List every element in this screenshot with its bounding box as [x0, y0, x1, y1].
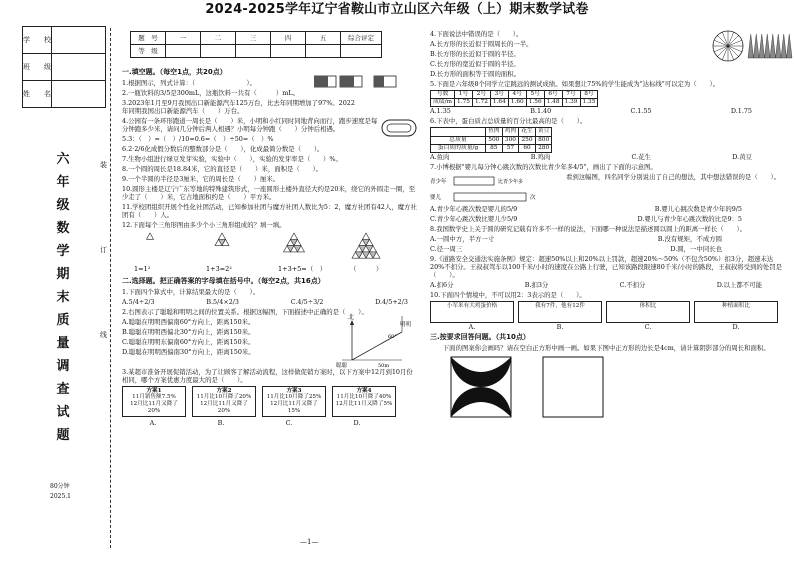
- bar-label-teen: 青少年: [430, 179, 447, 186]
- rearranged-sector: [759, 34, 765, 58]
- q2-5-option-b[interactable]: B.1.40: [530, 107, 552, 116]
- scene-pictures: [430, 301, 782, 323]
- question-2-5: 5.下面是六年级8个同学立定跳远的测试成绩。如果想让75%的学生能成为"达标线"可以定为（ ）。: [430, 80, 720, 88]
- school-field[interactable]: [52, 27, 106, 54]
- q2-2-option-a[interactable]: A.聪聪在明明西偏南60°方向上，距离150米。: [122, 317, 255, 326]
- page-number: —1—: [300, 538, 319, 546]
- score-table: 题 号 一 二 三 四 五 综合评定 等 级: [130, 31, 382, 58]
- question-1-1: 1.根据图示，列式计算：（ ）。: [122, 78, 256, 87]
- bind-char-xian: 线: [100, 331, 107, 339]
- question-1-3: 3.2023年1月至9月我国出口新能源汽车125万台，比去年同期增加了97%。2022年同期我国出口新能源汽车（ ）万台。: [122, 98, 355, 115]
- plan-option-b[interactable]: B.: [217, 419, 225, 428]
- circle-sector-line: [717, 46, 728, 57]
- q2-9-option-b[interactable]: B.扣3分: [524, 281, 549, 290]
- binding-line: [110, 28, 111, 548]
- q2-9-option-a[interactable]: A.扣6分: [430, 281, 454, 290]
- compass-mingming-label: 明明: [400, 321, 412, 328]
- plan-option-a[interactable]: A.: [149, 419, 157, 428]
- school-label: 学 校: [23, 27, 52, 54]
- question-1-8: 8.一个圆的周长是18.84米，它的直径是（ ）米，面积是（ ）。: [122, 164, 323, 173]
- rearranged-sector: [754, 34, 760, 58]
- plan-2-box: 方案2 11月比10月降了20% 12月比11月又降了20%: [192, 386, 256, 418]
- question-1-2: 2.一瓶饮料的3/5是300mL，这瓶饮料一共有（ ）mL。: [122, 88, 299, 97]
- middle-column: [122, 66, 418, 427]
- heartbeat-bar-diagram: [430, 173, 560, 205]
- plan-3-box: 方案3 11月比10月降了25% 12月比11月又降了15%: [262, 386, 326, 418]
- question-1-7: 7.生物小组进行绿豆发芽实验，实验中（ ），实验的发芽率是（ ）%。: [122, 154, 342, 163]
- triangle-formula-3: 1+3+5=（ ）: [278, 264, 327, 273]
- q2-5-option-c[interactable]: C.1.55: [630, 107, 652, 116]
- triangle-pattern-diagram: [122, 231, 418, 273]
- q2-9-option-d[interactable]: D.以上都不可能: [716, 281, 762, 290]
- q2-2-option-c[interactable]: C.聪聪在明明东偏南60°方向上，距离150米。: [122, 337, 255, 346]
- q2-8-option-d[interactable]: D.圆，一中同长也: [670, 245, 722, 254]
- question-2-6: 6.下表中，蛋白质占总质量的百分比最高的是（ ）。: [430, 117, 587, 126]
- circle-sector-line: [728, 46, 739, 57]
- q2-6-option-a[interactable]: A.鱼肉: [430, 153, 450, 162]
- question-1-11: 11.学校团组织开展个性化社团活动，已知参加社团与魔方社团人数比为5：2，魔方社团有42人，魔方社团有（ ）人。: [122, 202, 417, 219]
- compass-congcong-label: 聪聪: [336, 362, 348, 368]
- compass-position-diagram: [332, 312, 418, 368]
- q2-7-option-b[interactable]: B.婴儿心跳次数是青少年的9/5: [654, 205, 742, 214]
- right-column: [430, 30, 782, 418]
- q2-10-option-c[interactable]: C.: [644, 323, 652, 332]
- question-2-7: 7.小博根据"婴儿每分钟心跳次数的次数比青少年多4/5"，画出了下面的示意图。: [430, 163, 657, 172]
- q2-8-option-b[interactable]: B.没有规矩，不成方圆: [657, 235, 722, 244]
- q2-6-option-c[interactable]: C.花生: [631, 153, 651, 162]
- question-2-9: 9.《道路安全交通法实施条例》规定：超速50%以上和20%以上罚款，超速20%～50%（不包含50%）扣3分，超速未达20%不扣分。王叔叔驾车以100千米/小时的速度在公路上行驶，已知该路段限速80千米/小时的路段，王叔叔将受到的处罚是（ ）。: [430, 255, 782, 280]
- question-2-1: 1.下面四个算式中，计算结果最大的是（ ）。: [122, 287, 260, 296]
- question-2-2: 2.右图表示了聪聪和明明之间的位置关系。根据这幅图，下面描述中正确的是（ ）。: [122, 307, 368, 316]
- bar-label-more: 比青少年多: [498, 179, 524, 186]
- rearranged-sector: [781, 34, 787, 58]
- q2-9-option-c[interactable]: C.不扣分: [619, 281, 646, 290]
- compass-angle-label: 60°: [388, 333, 397, 340]
- rearranged-sector: [776, 34, 782, 58]
- circle-sector-line: [717, 35, 728, 46]
- small-triangle: [291, 233, 298, 239]
- small-triangle: [219, 233, 226, 239]
- q2-10-option-b[interactable]: B.: [556, 323, 564, 332]
- plan-1-box: 方案1 11月销售额7.5% 12月比11月又降了20%: [122, 386, 186, 418]
- vertical-exam-title: 六 年 级 数 学 期 末 质 量 调 查 试 题: [56, 152, 70, 443]
- section3-heading: 三.按要求回答问题。（共10点）: [430, 333, 530, 342]
- question-1-5: 5.3：（ ）=（ ）/10=0.6=（ ）÷50=（ ）%: [122, 134, 274, 143]
- rearranged-sector: [787, 34, 793, 58]
- triangle-formula-2: 1+3=2²: [206, 264, 232, 273]
- q2-10-option-a[interactable]: A.: [468, 323, 476, 332]
- rearranged-sector: [748, 34, 754, 58]
- exam-date: 2025.1: [50, 493, 71, 500]
- circle-to-rectangle-diagram: [710, 28, 794, 64]
- scene-d-picture: 种植面积比: [694, 301, 778, 323]
- exam-duration: 80分钟: [50, 483, 70, 490]
- class-label: 班 级: [23, 54, 52, 81]
- rearranged-sector: [765, 34, 771, 58]
- q2-6-option-b[interactable]: B.鸡肉: [530, 153, 551, 162]
- q2-6-option-d[interactable]: D.黄豆: [732, 153, 752, 162]
- rearranged-sector: [770, 34, 776, 58]
- q2-4-option-d[interactable]: D.长方形的面积等于圆的面积。: [430, 70, 521, 78]
- question-2-8: 8.我国数学史上关于圆的研究记载有许多不一样的说法，下面哪一种说法是描述圆以圆上的距离一样长（ ）。: [430, 225, 747, 234]
- q2-2-option-b[interactable]: B.聪聪在明明西偏北30°方向上，距离150米。: [122, 327, 255, 336]
- circle-sector-line: [728, 35, 739, 46]
- fraction-grid-diagram: [314, 75, 414, 89]
- q2-5-option-d[interactable]: D.1.75: [730, 107, 752, 116]
- section1-heading: 一.填空题。（每空1点，共20点）: [122, 68, 227, 76]
- jump-score-table: 号数 1号 2号 3号 4号 5号 6号 7号 8号 成绩/m 1.75 1.72 1.64 1.60 1.56 1.48 1.39 1.35: [430, 90, 598, 107]
- scene-b-picture: 我有7件，他有12件: [518, 301, 602, 323]
- compass-scale-label: 50m: [378, 362, 390, 368]
- blank-drawing-square[interactable]: [542, 356, 606, 418]
- running-track-icon: [380, 117, 418, 139]
- plan-option-c[interactable]: C.: [285, 419, 293, 428]
- q2-1-option-a[interactable]: A.5/4÷2/3: [122, 297, 155, 306]
- q2-4-option-b[interactable]: B.长方形的长近似于圆的半径。: [430, 50, 520, 58]
- class-field[interactable]: [52, 54, 106, 81]
- protein-table: 鱼肉 鸡肉 花生 黄豆 总质量 500 300 250 800 蛋白质的质量/g 85 57 60 280: [430, 127, 552, 153]
- bar-label-baby: 婴儿: [430, 195, 442, 202]
- section2-heading: 二.选择题。把正确答案的字母填在括号中。（每空2点，共16点）: [122, 276, 325, 285]
- name-label: 姓 名: [23, 81, 52, 108]
- question-1-4: 4.公园有一条环形跑道一周长是（ ）米，小明和小红同时同地背向而行，跑步速度是每分钟跑多少米，请问几分钟后两人相遇？小明每分钟跑（ ）分钟后相遇。: [122, 116, 378, 133]
- bind-char-zhuang: 装: [100, 161, 107, 169]
- q2-7-option-c[interactable]: C.青少年心跳次数比婴儿少5/9: [430, 215, 518, 224]
- question-2-3: 3.某超市准备开展促销活动，为了让顾客了解活动流程，这样做促销方案时，以下方案中12月到10月份相同，哪个方案优惠力度最大的是（ ）。: [122, 367, 413, 384]
- scene-a-picture: 小军米有大鸡蛋价格: [430, 301, 514, 323]
- question-1-9: 9.一个半圆的半径是3厘米，它的周长是（ ）厘米。: [122, 174, 280, 183]
- q2-4-option-c[interactable]: C.长方形的宽近似于圆的半径。: [430, 60, 520, 68]
- question-1-12: 12.下面每个三角形图由多少个小三角形组成的？填一填。: [122, 220, 286, 229]
- q2-10-option-d[interactable]: D.: [732, 323, 740, 332]
- promotion-plans: [122, 386, 418, 418]
- name-field[interactable]: [52, 81, 106, 108]
- q2-8-option-a[interactable]: A.一圆中方，半方一寸: [430, 235, 495, 244]
- q2-5-option-a[interactable]: A.1.35: [430, 107, 451, 116]
- shaded-pattern-square: [450, 356, 514, 418]
- q2-4-option-a[interactable]: A.长方形的长近似于圆周长的一半。: [430, 40, 533, 48]
- triangle-formula-1: 1=1²: [134, 264, 151, 273]
- question-3-1: 下面的图案你会画吗？请在空白正方形中画一画。如果下图中正方形的边长是4cm，请计算阴影部分的周长和面积。: [442, 343, 770, 352]
- question-1-6: 6.2·2/6化成假分数后的整数部分是（ ），化成最简分数是（ ）。: [122, 144, 324, 153]
- bar-label-unit: 次: [530, 195, 536, 202]
- student-info-table: [22, 26, 106, 108]
- q2-2-option-d[interactable]: D.聪聪在明明西偏南30°方向上，距离150米。: [122, 347, 255, 356]
- q2-7-option-d[interactable]: D.婴儿与青少年心跳次数的比是9：5: [637, 215, 742, 224]
- compass-north-label: 北: [348, 313, 355, 321]
- q2-1-option-b[interactable]: B.5/4×2/3: [206, 297, 239, 306]
- triangle-formula-4: （ ）: [350, 264, 383, 273]
- q2-8-option-c[interactable]: C.径一周三: [430, 245, 463, 254]
- plan-option-d[interactable]: D.: [353, 419, 361, 428]
- question-1-10: 10.圆形主楼是辽宁广东等地的特殊建筑形式，一座圆形土楼外直径大约是20米，绕它的外圆走一圈，至少走了（ ）米，它占地面积约是（ ）平方米。: [122, 184, 416, 201]
- q2-7-option-a[interactable]: A.青少年心跳次数是婴儿的5/9: [430, 205, 518, 214]
- q2-1-option-c[interactable]: C.4/5÷3/2: [290, 297, 324, 306]
- question-2-10: 10.下面四个情境中，不可以用2：3表示的是（ ）。: [430, 291, 586, 300]
- exam-title: 2024-2025学年辽宁省鞍山市立山区六年级（上）期末数学试卷: [205, 2, 589, 17]
- small-triangle: [363, 233, 370, 239]
- scene-c-picture: 体积比: [606, 301, 690, 323]
- bind-char-ding: 订: [100, 246, 107, 254]
- q2-1-option-d[interactable]: D.4/5+2/3: [375, 297, 408, 306]
- small-triangle: [147, 233, 154, 239]
- plan-4-box: 方案4 11月比10月降了40% 12月比11月又降了5%: [332, 386, 396, 418]
- question-2-4: 4.下面说法中错误的是（ ）。: [430, 30, 523, 38]
- question-2-7-note: 看到这幅图，四名同学分别说出了自己的想法，其中想法错误的是（ ）。: [566, 173, 781, 182]
